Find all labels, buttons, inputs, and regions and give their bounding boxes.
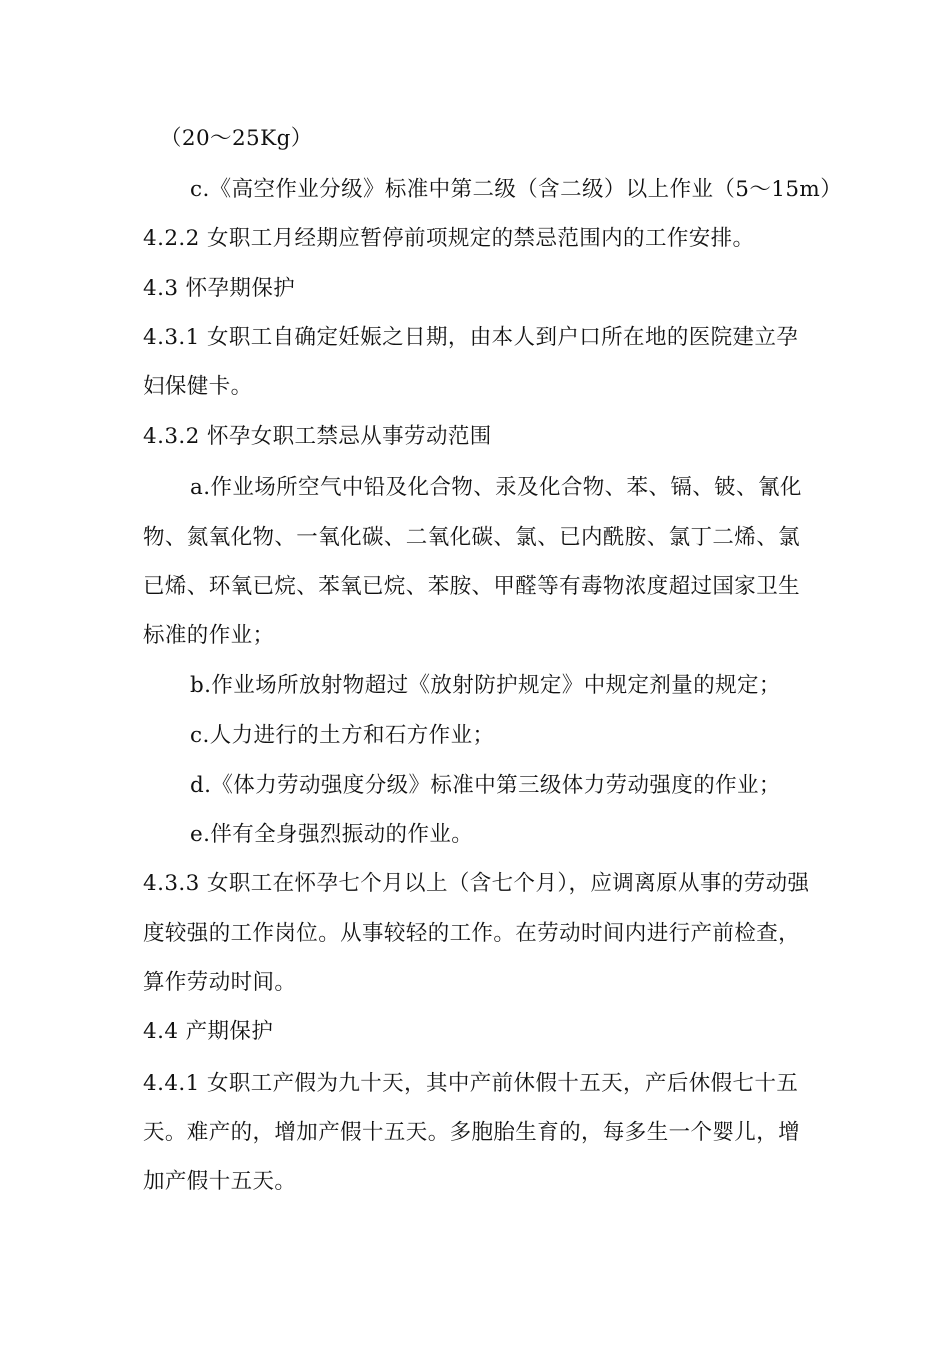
text-line-weight-range: （20～25Kg）: [160, 126, 313, 151]
item-e: e.伴有全身强烈振动的作业。: [190, 822, 474, 847]
item-a-cont-1: 物、氮氧化物、一氧化碳、二氧化碳、氯、已内酰胺、氯丁二烯、氯: [143, 525, 801, 550]
item-b: b.作业场所放射物超过《放射防护规定》中规定剂量的规定；: [190, 673, 781, 698]
section-4-3-3-cont-1: 度较强的工作岗位。从事较轻的工作。在劳动时间内进行产前检查，: [143, 921, 801, 946]
section-4-3-3-cont-2: 算作劳动时间。: [143, 970, 297, 995]
section-4-3-3: 4.3.3 女职工在怀孕七个月以上（含七个月），应调离原从事的劳动强: [143, 871, 810, 896]
section-4-4-1-cont-2: 加产假十五天。: [143, 1169, 297, 1194]
section-4-4-1: 4.4.1 女职工产假为九十天，其中产前休假十五天，产后休假七十五: [143, 1071, 799, 1096]
section-4-3-2: 4.3.2 怀孕女职工禁忌从事劳动范围: [143, 424, 492, 449]
section-4-3-1: 4.3.1 女职工自确定妊娠之日期，由本人到户口所在地的医院建立孕: [143, 325, 799, 350]
text-line-item-c-high-altitude: c.《高空作业分级》标准中第二级（含二级）以上作业（5～15m）: [190, 177, 843, 202]
section-heading-4-4: 4.4 产期保护: [143, 1019, 274, 1044]
item-a: a.作业场所空气中铅及化合物、汞及化合物、苯、镉、铍、氰化: [190, 475, 802, 500]
section-heading-4-3: 4.3 怀孕期保护: [143, 276, 296, 301]
section-4-3-1-cont: 妇保健卡。: [143, 374, 253, 399]
item-a-cont-3: 标准的作业；: [143, 623, 275, 648]
item-a-cont-2: 已烯、环氧已烷、苯氧已烷、苯胺、甲醛等有毒物浓度超过国家卫生: [143, 574, 801, 599]
item-d: d.《体力劳动强度分级》标准中第三级体力劳动强度的作业；: [190, 773, 781, 798]
section-4-4-1-cont-1: 天。难产的，增加产假十五天。多胞胎生育的，每多生一个婴儿，增: [143, 1120, 801, 1145]
item-c: c.人力进行的土方和石方作业；: [190, 723, 495, 748]
section-4-2-2: 4.2.2 女职工月经期应暂停前项规定的禁忌范围内的工作安排。: [143, 226, 755, 251]
